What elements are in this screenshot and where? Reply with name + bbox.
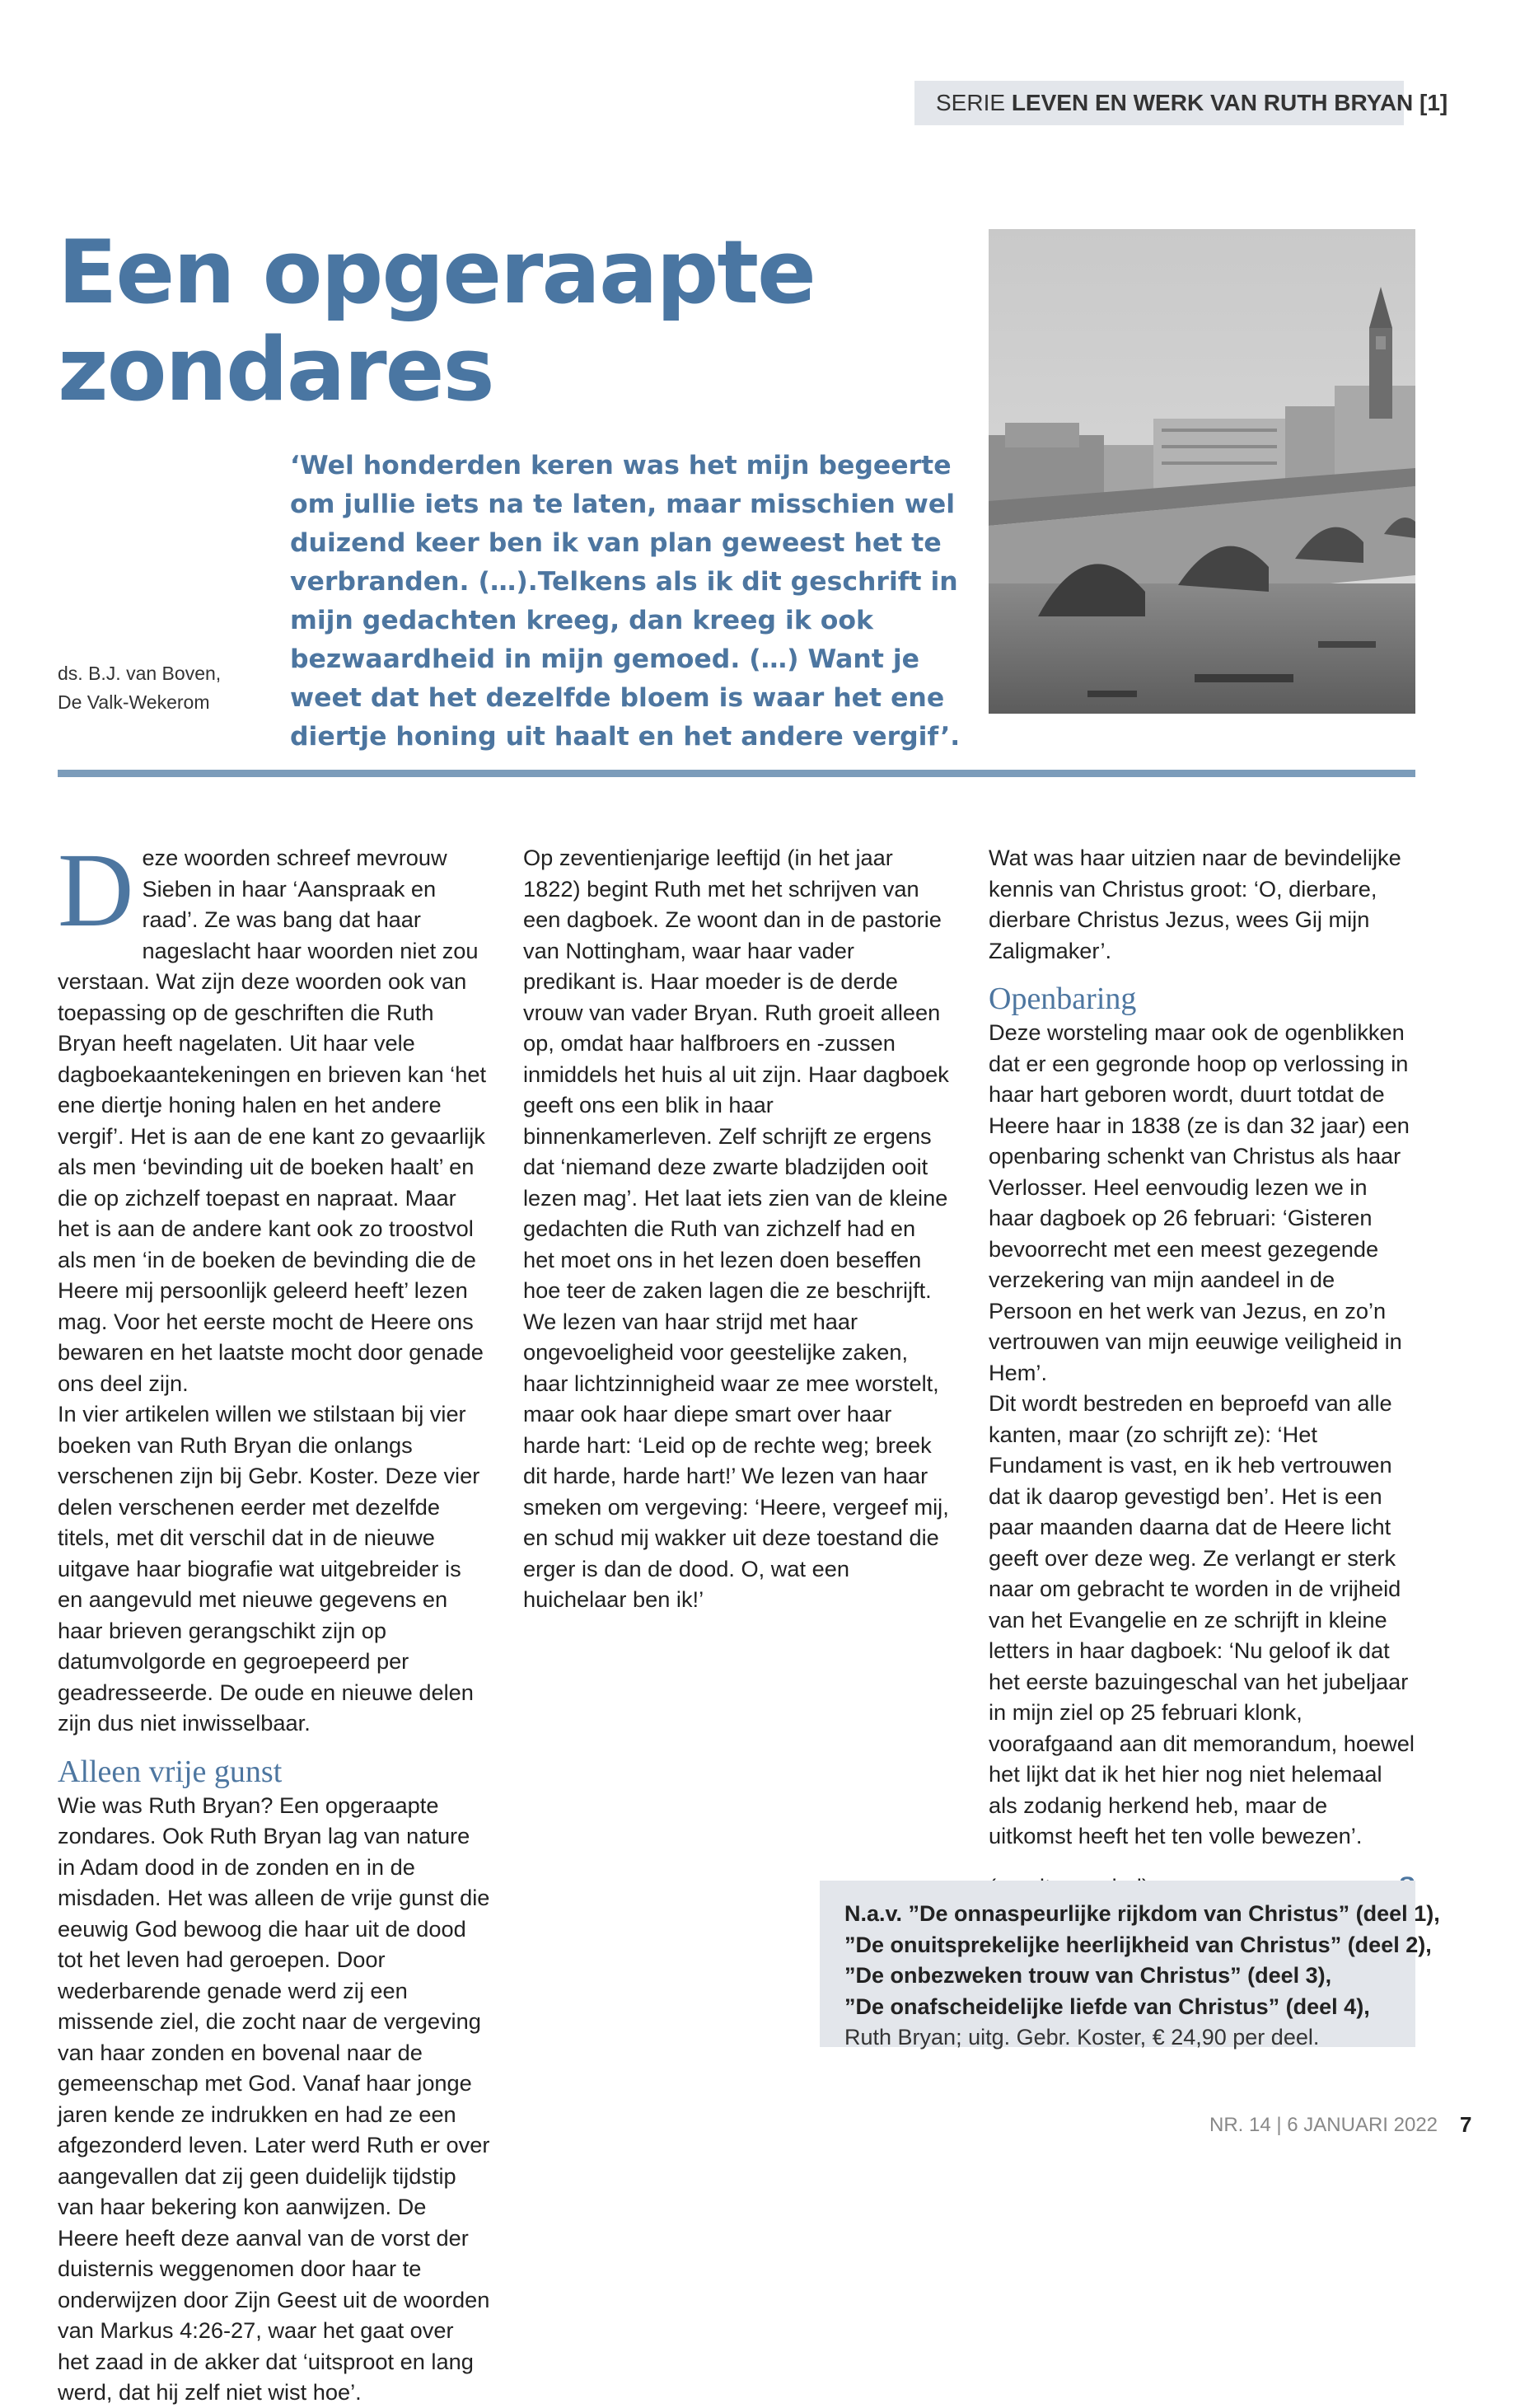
- intro-quote: ‘Wel honderden keren was het mijn begeerte om jullie iets na te laten, maar misschien wel duizend keer ben ik van plan geweest het te verbranden. (…).Telkens als ik dit geschrift in mijn gedachten kreeg, dan kreeg ik ook bezwaardheid in mijn gemoed. (…) Want je weet dat het dezelfde bloem is waar het ene diertje honing uit haalt en het andere vergif’.: [290, 451, 961, 752]
- paragraph-5: We lezen van haar strijd met haar ongevoeligheid voor geestelijke zaken, haar lichtzinnigheid waar ze mee worstelt, maar ook haar diepe smart over haar harde hart: ‘Leid op de rechte weg; breek dit harde, harde hart!’ We lezen van haar smeken om vergeving: ‘Heere, vergeef mij, en schud mij wakker uit deze toestand die erger is dan de dood. O, wat een huichelaar ben ik!’: [523, 1308, 949, 1612]
- body-column-1: [58, 832, 490, 2408]
- london-bridge-photo: [989, 229, 1415, 714]
- infobox-line-1: N.a.v. ”De onnaspeurlijke rijkdom van Christus” (deel 1),: [844, 1901, 1440, 1926]
- paragraph-4: Op zeventienjarige leeftijd (in het jaar 1822) begint Ruth met het schrijven van een dagboek. Ze woont dan in de pastorie van Nottingham, waar haar vader predikant is. Haar moeder is de derde vrouw van vader Bryan. Ruth groeit alleen op, omdat haar halfbroers en -zussen inmiddels het huis al uit zijn. Haar dagboek geeft ons een blik in haar binnenkamerleven. Zelf schrijft ze ergens dat ‘niemand deze zwarte bladzijden ooit lezen mag’. Het laat iets zien van de kleine gedachten die Ruth van zichzelf had en het moet ons in het lezen doen beseffen hoe teer de zaken lagen die ze beschrijft.: [523, 845, 949, 1303]
- body-column-2: [523, 842, 952, 1615]
- title-line-2: zondares: [58, 319, 493, 420]
- article-title: [58, 224, 931, 419]
- subhead-openbaring: Openbaring: [989, 981, 1137, 1016]
- drop-cap: D: [58, 832, 134, 949]
- author-location: De Valk-Wekerom: [58, 691, 210, 713]
- paragraph-1: [58, 832, 490, 1398]
- title-line-1: Een opgeraapte: [58, 222, 815, 323]
- issue-footer: NR. 14 | 6 JANUARI 2022: [1209, 2114, 1438, 2136]
- author-name: ds. B.J. van Boven,: [58, 663, 222, 684]
- series-name: LEVEN EN WERK VAN RUTH BRYAN [1]: [1011, 90, 1448, 115]
- infobox-line-3: ”De onbezweken trouw van Christus” (deel 3),: [844, 1963, 1332, 1988]
- series-prefix: SERIE: [936, 90, 1006, 115]
- paragraph-1-text: eze woorden schreef mevrouw Sieben in haar ‘Aanspraak en raad’. Ze was bang dat haar nageslacht haar woorden niet zou verstaan. Wat zijn deze woorden ook van toepassing op de geschriften die Ruth Bryan heeft nagelaten. Uit haar vele dagboekaantekeningen en brieven kan ‘het ene diertje honing halen en het andere vergif’. Het is aan de ene kant zo gevaarlijk als men ‘bevinding uit de boeken haalt’ en die op zichzelf toepast en napraat. Maar het is aan de andere kant ook zo troostvol als men ‘in de boeken de bevinding die de Heere mij persoonlijk geleerd heeft’ lezen mag. Voor het eerste mocht de Heere ons bewaren en het laatste mocht door genade ons deel zijn.: [58, 845, 487, 1396]
- header-divider: [58, 770, 1415, 777]
- body-column-3: [989, 842, 1415, 1902]
- paragraph-3: Wie was Ruth Bryan? Een opgeraapte zondares. Ook Ruth Bryan lag van nature in Adam dood in de zonden en in de misdaden. Het was alleen de vrije gunst die eeuwig God bewoog die haar uit de dood tot het leven had geroepen. Door wederbarende genade werd zij een missende ziel, die zocht naar de vergeving van haar zonden en bovenal naar de gemeenschap met God. Vanaf haar jonge jaren kende ze indrukken en had ze een afgezonderd leven. Later werd Ruth er over aangevallen dat zij geen duidelijk tijdstip van haar bekering kon aanwijzen. De Heere heeft deze aanval van de vorst der duisternis weggenomen door haar te onderwijzen door Zijn Geest uit de woorden van Markus 4:26-27, waar het gaat over het zaad in de akker dat ‘uitsproot en lang werd, dat hij zelf niet wist hoe’.: [58, 1792, 490, 2405]
- infobox-line-2: ”De onuitsprekelijke heerlijkheid van Christus” (deel 2),: [844, 1932, 1432, 1957]
- subhead-alleen-vrije-gunst: Alleen vrije gunst: [58, 1754, 283, 1789]
- infobox-line-4: ”De onafscheidelijke liefde van Christus” (deel 4),: [844, 1993, 1370, 2019]
- page-number: 7: [1460, 2112, 1472, 2137]
- paragraph-8: Dit wordt bestreden en beproefd van alle kanten, maar (zo schrijft ze): ‘Het Fundament is vast, en ik heb vertrouwen dat ik daarop gevestigd ben’. Het is een paar maanden daarna dat de Heere licht geeft over deze weg. Ze verlangt er sterk naar om gebracht te worden in de vrijheid van het Evangelie en ze schrijft in kleine letters in haar dagboek: ‘Nu geloof ik dat het eerste bazuingeschal van het jubeljaar in mijn ziel op 25 februari klonk, voorafgaand aan dit memorandum, hoewel het lijkt dat ik het hier nog niet helemaal als zodanig herkend heb, maar de uitkomst heeft het ten volle bewezen’.: [989, 1390, 1415, 1848]
- author-byline: [58, 659, 272, 717]
- paragraph-6: Wat was haar uitzien naar de bevindelijke kennis van Christus groot: ‘O, dierbare, dierbare Christus Jezus, wees Gij mijn Zaligmaker’.: [989, 845, 1401, 963]
- paragraph-2: In vier artikelen willen we stilstaan bij vier boeken van Ruth Bryan die onlangs verschenen zijn bij Gebr. Koster. Deze vier delen verschenen eerder met dezelfde titels, met dit verschil dat in de nieuwe uitgave haar biografie wat uitgebreider is en aangevuld met nieuwe gegevens en haar brieven gerangschikt zijn op datumvolgorde en gegroepeerd per geadresseerde. De oude en nieuwe delen zijn dus niet inwisselbaar.: [58, 1401, 480, 1736]
- book-info-box: [820, 1881, 1440, 2050]
- series-tag: [914, 81, 1448, 125]
- paragraph-7: Deze worsteling maar ook de ogenblikken dat er een gegronde hoop op verlossing in haar hart geboren wordt, duurt totdat de Heere haar in 1838 (ze is dan 32 jaar) een openbaring schenkt van Christus als haar Verlosser. Heel eenvoudig lezen we in haar dagboek op 26 februari: ‘Gisteren bevoorrecht met een meest gezegende verzekering van mijn aandeel in de Persoon en het werk van Jezus, en zo’n vertrouwen van mijn eeuwige veiligheid in Hem’.: [989, 1019, 1410, 1385]
- infobox-line-5: Ruth Bryan; uitg. Gebr. Koster, € 24,90 per deel.: [844, 2025, 1320, 2050]
